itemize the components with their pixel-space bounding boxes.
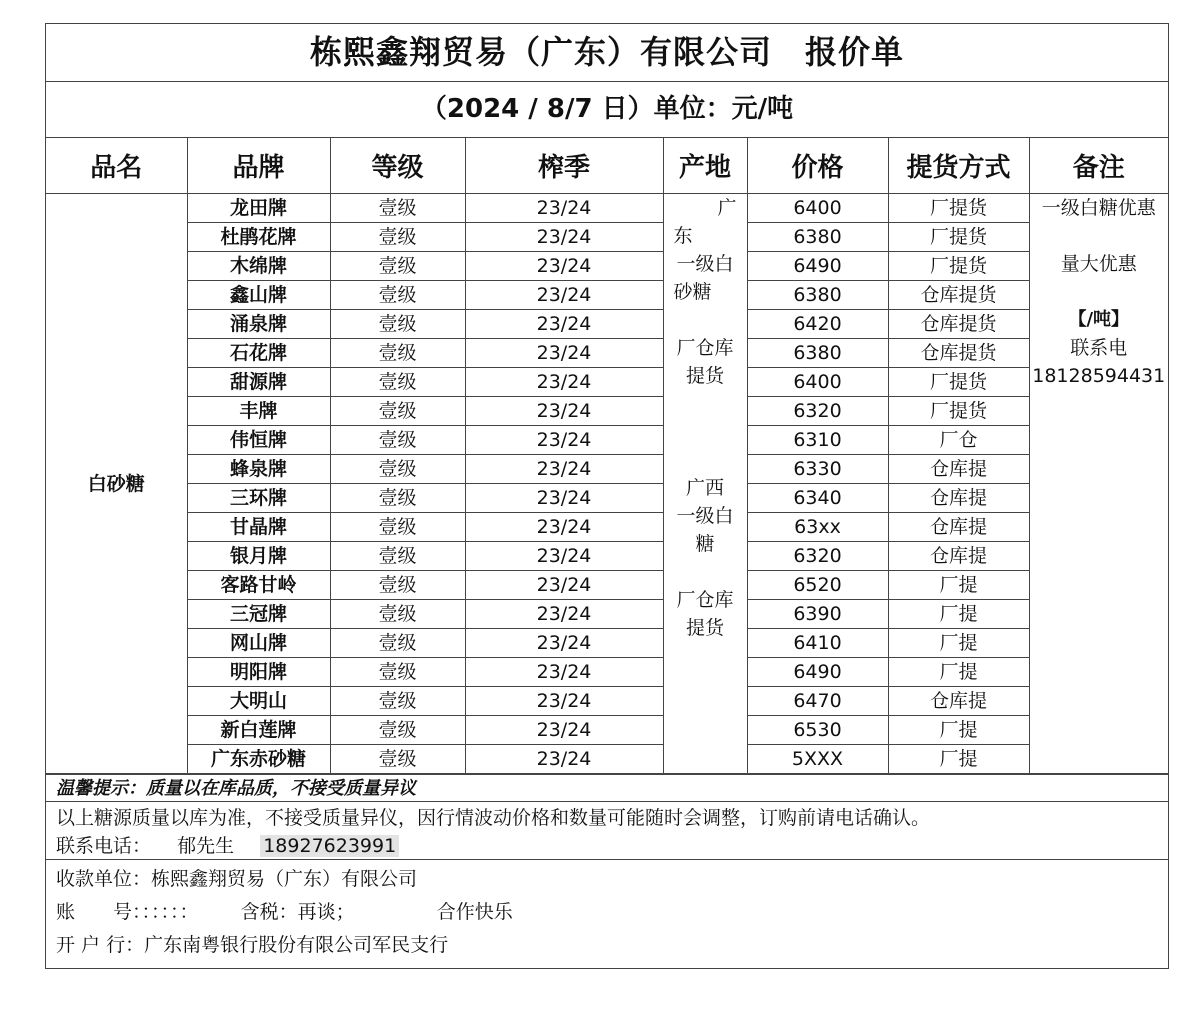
grade-cell: 壹级 bbox=[330, 571, 465, 600]
price-cell: 6400 bbox=[747, 368, 888, 397]
season-cell: 23/24 bbox=[465, 542, 663, 571]
account-value: ：：：：： bbox=[141, 901, 199, 923]
table-row bbox=[46, 368, 1168, 397]
origin-gd-line6: 提货 bbox=[685, 365, 724, 387]
pickup-cell: 厂提货 bbox=[888, 397, 1029, 426]
season-cell: 23/24 bbox=[465, 658, 663, 687]
brand-cell: 明阳牌 bbox=[187, 658, 330, 687]
brand-cell: 广东赤砂糖 bbox=[187, 745, 330, 774]
pickup-cell: 厂提 bbox=[888, 600, 1029, 629]
table-row bbox=[46, 194, 1168, 223]
contact-line bbox=[56, 832, 1168, 860]
table-row bbox=[46, 484, 1168, 513]
contact-name: 郁先生 bbox=[177, 835, 235, 857]
header-price: 价格 bbox=[747, 137, 888, 194]
brand-cell: 大明山 bbox=[187, 687, 330, 716]
origin-gd-line2: 东 bbox=[673, 225, 693, 247]
grade-cell: 壹级 bbox=[330, 194, 465, 223]
table-row bbox=[46, 542, 1168, 571]
remark-phone: 18128594431 bbox=[1032, 365, 1166, 387]
grade-cell: 壹级 bbox=[330, 542, 465, 571]
grade-cell: 壹级 bbox=[330, 339, 465, 368]
origin-gx-line2: 一级白 bbox=[676, 505, 734, 527]
table-row bbox=[46, 658, 1168, 687]
pickup-cell: 厂提 bbox=[888, 745, 1029, 774]
price-cell: 6380 bbox=[747, 223, 888, 252]
season-cell: 23/24 bbox=[465, 397, 663, 426]
origin-gx-line3: 糖 bbox=[695, 533, 715, 555]
grade-cell: 壹级 bbox=[330, 397, 465, 426]
quality-tip: 温馨提示：质量以在库品质，不接受质量异议 bbox=[46, 774, 1168, 802]
pickup-cell: 仓库提 bbox=[888, 455, 1029, 484]
closing-text: 合作快乐 bbox=[436, 901, 513, 923]
header-brand: 品牌 bbox=[187, 137, 330, 194]
pickup-cell: 厂提 bbox=[888, 571, 1029, 600]
price-cell: 6410 bbox=[747, 629, 888, 658]
brand-cell: 鑫山牌 bbox=[187, 281, 330, 310]
price-cell: 6380 bbox=[747, 281, 888, 310]
price-cell: 6470 bbox=[747, 687, 888, 716]
document-subtitle: （2024 / 8/7 日）单位：元/吨 bbox=[46, 81, 1168, 138]
price-cell: 6320 bbox=[747, 542, 888, 571]
payee-line bbox=[56, 863, 1168, 896]
pickup-cell: 仓库提货 bbox=[888, 339, 1029, 368]
header-product: 品名 bbox=[46, 137, 187, 194]
table-row bbox=[46, 513, 1168, 542]
remark-line4: 联系电 bbox=[1070, 337, 1128, 359]
grade-cell: 壹级 bbox=[330, 455, 465, 484]
table-row bbox=[46, 687, 1168, 716]
table-row bbox=[46, 223, 1168, 252]
remark-line2: 量大优惠 bbox=[1060, 253, 1137, 275]
pickup-cell: 仓库提货 bbox=[888, 281, 1029, 310]
pickup-cell: 厂提货 bbox=[888, 194, 1029, 223]
season-cell: 23/24 bbox=[465, 194, 663, 223]
pickup-cell: 仓库提 bbox=[888, 542, 1029, 571]
season-cell: 23/24 bbox=[465, 571, 663, 600]
grade-cell: 壹级 bbox=[330, 426, 465, 455]
header-pickup: 提货方式 bbox=[888, 137, 1029, 194]
season-cell: 23/24 bbox=[465, 368, 663, 397]
grade-cell: 壹级 bbox=[330, 368, 465, 397]
price-cell: 6320 bbox=[747, 397, 888, 426]
origin-gd-line4: 砂糖 bbox=[673, 281, 712, 303]
table-row bbox=[46, 629, 1168, 658]
price-cell: 6490 bbox=[747, 658, 888, 687]
brand-cell: 甜源牌 bbox=[187, 368, 330, 397]
remark-line1: 一级白糖优惠 bbox=[1041, 197, 1156, 219]
price-cell: 63xx bbox=[747, 513, 888, 542]
bank-line bbox=[56, 929, 1168, 962]
pickup-cell: 仓库提 bbox=[888, 513, 1029, 542]
price-cell: 6420 bbox=[747, 310, 888, 339]
price-cell: 6490 bbox=[747, 252, 888, 281]
pickup-cell: 厂提货 bbox=[888, 252, 1029, 281]
price-cell: 6400 bbox=[747, 194, 888, 223]
table-row bbox=[46, 339, 1168, 368]
brand-cell: 蜂泉牌 bbox=[187, 455, 330, 484]
origin-gd-line3: 一级白 bbox=[676, 253, 734, 275]
price-cell: 6390 bbox=[747, 600, 888, 629]
pickup-cell: 厂提 bbox=[888, 716, 1029, 745]
grade-cell: 壹级 bbox=[330, 484, 465, 513]
grade-cell: 壹级 bbox=[330, 629, 465, 658]
grade-cell: 壹级 bbox=[330, 716, 465, 745]
origin-gx-line4: 厂仓库 bbox=[676, 589, 734, 611]
season-cell: 23/24 bbox=[465, 484, 663, 513]
grade-cell: 壹级 bbox=[330, 310, 465, 339]
product-name: 白砂糖 bbox=[46, 194, 187, 774]
pickup-cell: 厂仓 bbox=[888, 426, 1029, 455]
table-row bbox=[46, 745, 1168, 774]
season-cell: 23/24 bbox=[465, 716, 663, 745]
price-cell: 6310 bbox=[747, 426, 888, 455]
table-row bbox=[46, 716, 1168, 745]
season-cell: 23/24 bbox=[465, 745, 663, 774]
grade-cell: 壹级 bbox=[330, 281, 465, 310]
brand-cell: 石花牌 bbox=[187, 339, 330, 368]
brand-cell: 丰牌 bbox=[187, 397, 330, 426]
brand-cell: 三冠牌 bbox=[187, 600, 330, 629]
brand-cell: 伟恒牌 bbox=[187, 426, 330, 455]
brand-cell: 三环牌 bbox=[187, 484, 330, 513]
season-cell: 23/24 bbox=[465, 455, 663, 484]
price-table bbox=[46, 137, 1168, 774]
grade-cell: 壹级 bbox=[330, 745, 465, 774]
season-cell: 23/24 bbox=[465, 629, 663, 658]
grade-cell: 壹级 bbox=[330, 658, 465, 687]
contact-phone[interactable]: 18927623991 bbox=[260, 835, 399, 857]
notice-block bbox=[46, 802, 1168, 860]
season-cell: 23/24 bbox=[465, 281, 663, 310]
grade-cell: 壹级 bbox=[330, 223, 465, 252]
pickup-cell: 厂提货 bbox=[888, 223, 1029, 252]
brand-cell: 甘晶牌 bbox=[187, 513, 330, 542]
table-row bbox=[46, 571, 1168, 600]
payee-label: 收款单位： bbox=[56, 868, 152, 890]
pickup-cell: 仓库提货 bbox=[888, 310, 1029, 339]
remark-line3: 【/吨】 bbox=[1068, 309, 1130, 330]
bank-label: 开 户 行： bbox=[56, 934, 145, 956]
grade-cell: 壹级 bbox=[330, 513, 465, 542]
pickup-cell: 厂提 bbox=[888, 629, 1029, 658]
header-row bbox=[46, 137, 1168, 194]
account-label: 账 号： bbox=[56, 901, 142, 923]
payment-info bbox=[46, 860, 1168, 968]
table-row bbox=[46, 310, 1168, 339]
quotation-sheet bbox=[45, 23, 1169, 969]
season-cell: 23/24 bbox=[465, 600, 663, 629]
notice-text: 以上糖源质量以库为准，不接受质量异仪，因行情波动价格和数量可能随时会调整，订购前请电话确认。 bbox=[56, 807, 931, 829]
account-line bbox=[56, 896, 1168, 929]
header-grade: 等级 bbox=[330, 137, 465, 194]
pickup-cell: 仓库提 bbox=[888, 687, 1029, 716]
grade-cell: 壹级 bbox=[330, 687, 465, 716]
brand-cell: 杜鹃花牌 bbox=[187, 223, 330, 252]
remark-cell bbox=[1029, 194, 1168, 774]
bank-value: 广东南粤银行股份有限公司军民支行 bbox=[144, 934, 449, 956]
table-row bbox=[46, 426, 1168, 455]
price-cell: 6340 bbox=[747, 484, 888, 513]
season-cell: 23/24 bbox=[465, 252, 663, 281]
origin-gd-line1: 广 bbox=[717, 197, 737, 219]
brand-cell: 银月牌 bbox=[187, 542, 330, 571]
pickup-cell: 厂提货 bbox=[888, 368, 1029, 397]
brand-cell: 网山牌 bbox=[187, 629, 330, 658]
table-row bbox=[46, 252, 1168, 281]
origin-cell bbox=[663, 194, 747, 774]
pickup-cell: 厂提 bbox=[888, 658, 1029, 687]
grade-cell: 壹级 bbox=[330, 252, 465, 281]
brand-cell: 龙田牌 bbox=[187, 194, 330, 223]
table-row bbox=[46, 455, 1168, 484]
header-origin: 产地 bbox=[663, 137, 747, 194]
season-cell: 23/24 bbox=[465, 223, 663, 252]
season-cell: 23/24 bbox=[465, 426, 663, 455]
tax-label: 含税：再谈； bbox=[240, 901, 355, 923]
contact-label: 联系电话： bbox=[56, 835, 152, 857]
grade-cell: 壹级 bbox=[330, 600, 465, 629]
table-row bbox=[46, 397, 1168, 426]
season-cell: 23/24 bbox=[465, 687, 663, 716]
origin-gx-line5: 提货 bbox=[685, 617, 724, 639]
season-cell: 23/24 bbox=[465, 310, 663, 339]
price-cell: 6520 bbox=[747, 571, 888, 600]
price-cell: 6330 bbox=[747, 455, 888, 484]
brand-cell: 涌泉牌 bbox=[187, 310, 330, 339]
document-title: 栋熙鑫翔贸易（广东）有限公司 报价单 bbox=[46, 24, 1168, 82]
price-cell: 6530 bbox=[747, 716, 888, 745]
table-row bbox=[46, 281, 1168, 310]
price-cell: 6380 bbox=[747, 339, 888, 368]
brand-cell: 客路甘岭 bbox=[187, 571, 330, 600]
pickup-cell: 仓库提 bbox=[888, 484, 1029, 513]
table-row bbox=[46, 600, 1168, 629]
header-season: 榨季 bbox=[465, 137, 663, 194]
season-cell: 23/24 bbox=[465, 339, 663, 368]
brand-cell: 木绵牌 bbox=[187, 252, 330, 281]
season-cell: 23/24 bbox=[465, 513, 663, 542]
brand-cell: 新白莲牌 bbox=[187, 716, 330, 745]
price-cell: 5XXX bbox=[747, 745, 888, 774]
origin-gx-line1: 广西 bbox=[685, 477, 724, 499]
header-remark: 备注 bbox=[1029, 137, 1168, 194]
origin-gd-line5: 厂仓库 bbox=[676, 337, 734, 359]
payee-value: 栋熙鑫翔贸易（广东）有限公司 bbox=[151, 868, 418, 890]
